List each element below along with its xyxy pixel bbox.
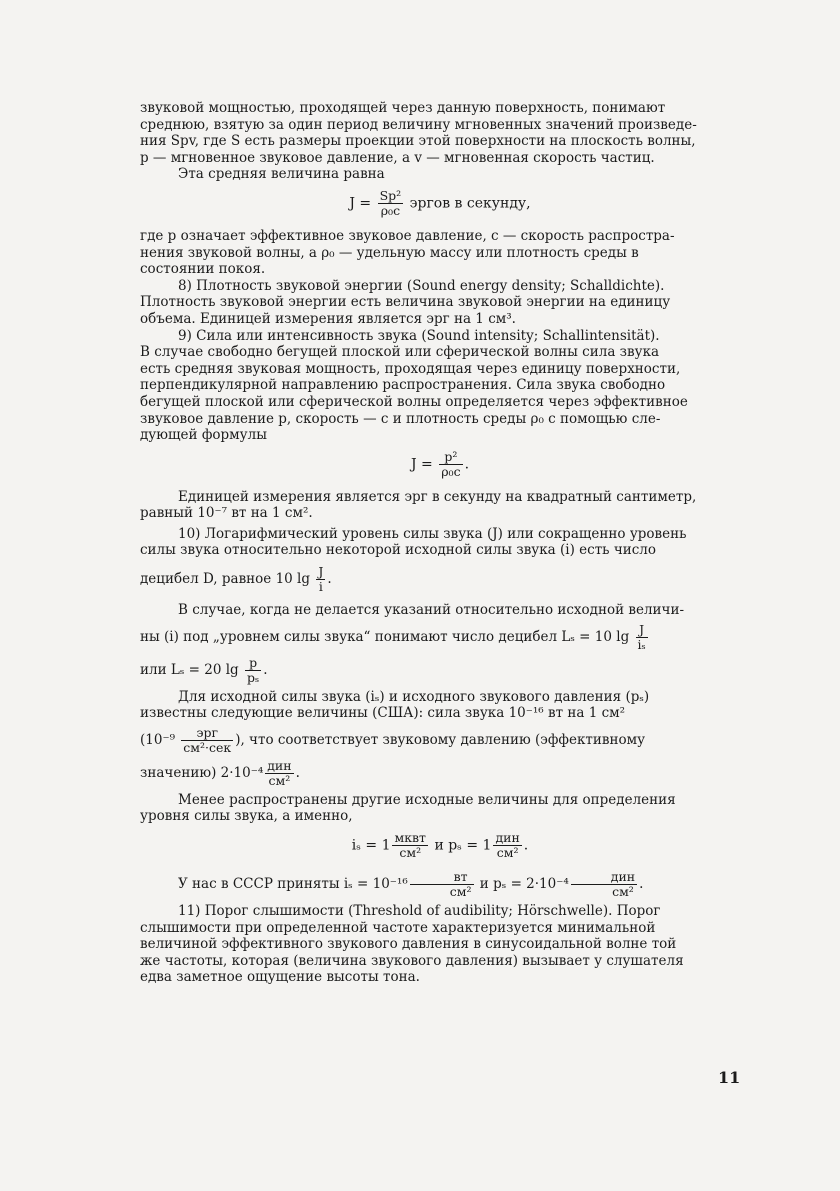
text-line: В случае свободно бегущей плоской или сферической волны сила звука xyxy=(140,344,660,361)
text-line: уровня силы звука, а именно, xyxy=(140,808,353,825)
formula-lhs: J = xyxy=(349,195,372,212)
formula-lhs: J = xyxy=(410,456,433,473)
text-line: звуковой мощностью, проходящей через данную поверхность, понимают xyxy=(140,100,666,116)
text-line: известны следующие величины (США): сила звука 10⁻¹⁶ вт на 1 см² xyxy=(140,705,626,722)
text-line: p — мгновенное звуковое давление, а v — мгновенная скорость частиц. xyxy=(140,149,655,166)
fraction: $\frac{\text{Sp²}}{\text{ρ₀c}}$ xyxy=(379,187,402,218)
text-line: значению) 2·10⁻⁴ $\frac{\text{дин}}{\text{см²}}$ . xyxy=(140,757,300,788)
text-line: величиной эффективного звукового давления в синусоидальной волне той xyxy=(140,936,677,953)
text-line: ния Spv, где S есть размеры проекции этой поверхности на плоскость волны, xyxy=(140,133,696,150)
text-line: Эта средняя величина равна xyxy=(178,166,385,183)
body-text xyxy=(140,100,740,986)
text-line: перпендикулярной направлению распространения. Сила звука свободно xyxy=(140,377,666,394)
text-line: же частоты, которая (величина звукового давления) вызывает у слушателя xyxy=(140,952,684,969)
text-line: нения звуковой волны, а ρ₀ — удельную массу или плотность среды в xyxy=(140,244,639,261)
text-line: равный 10⁻⁷ вт на 1 см². xyxy=(140,505,313,522)
formula-mean-power xyxy=(140,189,740,218)
section-heading-8: 8) Плотность звуковой энергии (Sound energy density; Schalldichte). xyxy=(178,277,665,294)
text-line: слышимости при определенной частоте характеризуется минимальной xyxy=(140,919,656,936)
fraction: $\frac{\text{дин}}{\text{см²}}$ xyxy=(267,757,292,788)
fraction: $\frac{J}{\text{iₛ}}$ xyxy=(637,621,646,652)
text-line: едва заметное ощущение высоты тона. xyxy=(140,969,420,986)
text-line: У нас в СССР приняты iₛ = 10⁻¹⁶ $\frac{вт}{\text{см²}}$ и pₛ = 2·10⁻⁴ $\frac{\text{дин}}{\text{см²}}$ . xyxy=(178,869,644,900)
fraction: $\frac{вт}{\text{см²}}$ xyxy=(410,870,474,899)
text-line: силы звука относительно некоторой исходной силы звука (i) есть число xyxy=(140,542,657,559)
text-line: бегущей плоской или сферической волны определяется через эффективное xyxy=(140,393,688,410)
fraction: $\frac{\text{мквт}}{\text{см²}}$ xyxy=(394,830,426,861)
fraction: $\frac{p}{\text{pₛ}}$ xyxy=(247,654,260,685)
text-line: где p означает эффективное звуковое давление, c — скорость распростра- xyxy=(140,227,675,244)
page-number: 11 xyxy=(718,1068,741,1087)
text-line: звуковое давление p, скорость — c и плотность среды ρ₀ c помощью сле- xyxy=(140,410,661,427)
section-heading-10: 10) Логарифмический уровень силы звука (J) или сокращенно уровень xyxy=(178,525,687,542)
fraction: $\frac{J}{i}$ xyxy=(318,564,324,595)
text-line: дующей формулы xyxy=(140,427,267,444)
text-line: или Lₛ = 20 lg $\frac{p}{\text{pₛ}}$ . xyxy=(140,654,268,685)
text-line: Для исходной силы звука (iₛ) и исходного звукового давления (pₛ) xyxy=(178,688,650,705)
formula-intensity: J = $\frac{\text{p²}}{\text{ρ₀c}}$ . xyxy=(410,448,470,479)
text-line: есть средняя звуковая мощность, проходящая через единицу поверхности, xyxy=(140,360,681,377)
text-line: среднюю, взятую за один период величину мгновенных значений произведе- xyxy=(140,116,697,133)
fraction: $\frac{\text{p²}}{\text{ρ₀c}}$ xyxy=(441,448,461,479)
fraction: $\frac{\text{дин}}{\text{см²}}$ xyxy=(571,870,637,899)
section-heading-11: 11) Порог слышимости (Threshold of audibility; Hörschwelle). Порог xyxy=(178,903,661,920)
text-line: Менее распространены другие исходные величины для определения xyxy=(178,791,676,808)
text-line: Единицей измерения является эрг в секунду на квадратный сантиметр, xyxy=(178,488,697,505)
formula-reference-values: iₛ = 1 $\frac{\text{мквт}}{\text{см²}}$ и pₛ = 1 $\frac{\text{дин}}{\text{см²}}$ . xyxy=(351,830,529,861)
text-line: состоянии покоя. xyxy=(140,261,266,278)
fraction: $\frac{\text{дин}}{\text{см²}}$ xyxy=(495,830,520,861)
text-line: ны (i) под „уровнем силы звука“ понимают число децибел Lₛ = 10 lg $\frac{J}{\text{iₛ}}$ xyxy=(140,621,646,652)
text-line: Плотность звуковой энергии есть величина звуковой энергии на единицу xyxy=(140,294,671,311)
text-line: объема. Единицей измерения является эрг на 1 см³. xyxy=(140,310,516,327)
text-line: (10⁻⁹ $\frac{\text{эрг}}{\text{см²·сек}}$ ), что соответствует звуковому давлению (эффективному xyxy=(140,724,646,755)
formula-rhs: эргов в секунду, xyxy=(409,195,531,212)
fraction: $\frac{\text{эрг}}{\text{см²·сек}}$ xyxy=(183,724,232,755)
text-line: В случае, когда не делается указаний относительно исходной величи- xyxy=(178,602,685,619)
text-line: децибел D, равное 10 lg $\frac{J}{i}$ . xyxy=(140,564,332,595)
section-heading-9: 9) Сила или интенсивность звука (Sound intensity; Schallintensität). xyxy=(178,327,660,344)
